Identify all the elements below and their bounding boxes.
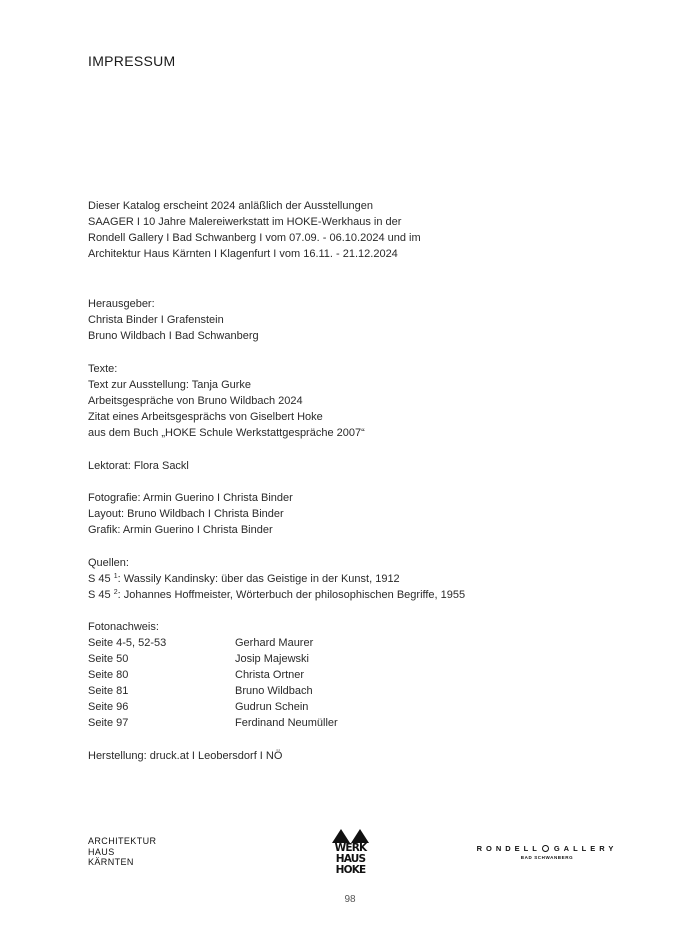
manufacturing-section [88, 748, 282, 764]
rondell-subtitle: BAD SCHWANBERG [520, 855, 574, 860]
credit-row [88, 683, 338, 699]
architektur-haus-kaernten-logo [88, 836, 156, 868]
credit-row [88, 651, 338, 667]
publisher-line: Bruno Wildbach I Bad Schwanberg [88, 330, 259, 342]
texts-line: aus dem Buch „HOKE Schule Werkstattgespräche 2007“ [88, 427, 365, 439]
texts-line: Text zur Ausstellung: Tanja Gurke [88, 379, 252, 391]
texts-section [88, 361, 365, 441]
credit-photographer: Gerhard Maurer [235, 637, 314, 649]
source-text: : Wassily Kandinsky: über das Geistige in der Kunst, 1912 [117, 573, 400, 585]
manufacturing-line: Herstellung: druck.at I Leobersdorf I NÖ [88, 750, 283, 762]
logo-word: WERK [334, 842, 367, 854]
production-section [88, 490, 293, 538]
intro-line: Dieser Katalog erscheint 2024 anläßlich der Ausstellungen [88, 200, 373, 212]
credit-photographer: Josip Majewski [235, 653, 309, 665]
credit-pages: Seite 97 [88, 717, 129, 729]
production-line: Layout: Bruno Wildbach I Christa Binder [88, 508, 284, 520]
source-item [88, 587, 465, 603]
intro-line: Rondell Gallery I Bad Schwanberg I vom 07.09. - 06.10.2024 und im [88, 232, 421, 244]
sources-heading: Quellen: [88, 557, 129, 569]
production-line: Grafik: Armin Guerino I Christa Binder [88, 524, 273, 536]
page-number: 98 [344, 894, 356, 905]
editing-section [88, 458, 189, 474]
werkhaus-hoke-logo [332, 829, 369, 876]
logo-line: ARCHITEKTUR [88, 836, 157, 846]
credit-row [88, 699, 338, 715]
footnote-number: 2 [113, 589, 118, 596]
texts-heading: Texte: [88, 363, 118, 375]
gallery-word: GALLERY [553, 844, 618, 853]
credit-pages: Seite 96 [88, 701, 129, 713]
logo-line: KÄRNTEN [88, 857, 134, 867]
publisher-section [88, 296, 259, 344]
sources-section [88, 555, 465, 603]
credit-photographer: Christa Ortner [235, 669, 305, 681]
production-line: Fotografie: Armin Guerino I Christa Binder [88, 492, 293, 504]
credit-photographer: Gudrun Schein [235, 701, 309, 713]
intro-paragraph [88, 198, 421, 262]
credit-pages: Seite 4-5, 52-53 [88, 637, 167, 649]
rondell-gallery-logo [476, 844, 618, 860]
logo-word: HOKE [335, 864, 366, 876]
photo-credits-heading: Fotonachweis: [88, 621, 159, 633]
publisher-heading: Herausgeber: [88, 298, 155, 310]
circle-icon [542, 845, 549, 852]
photo-credits-heading-block [88, 619, 159, 635]
credit-row [88, 715, 338, 731]
page-title: IMPRESSUM [88, 53, 176, 69]
credit-row [88, 667, 338, 683]
credit-pages: Seite 80 [88, 669, 129, 681]
credit-photographer: Bruno Wildbach [235, 685, 313, 697]
photo-credits-table [88, 635, 338, 731]
credit-pages: Seite 81 [88, 685, 129, 697]
source-ref: S 45 [88, 573, 111, 585]
source-text: : Johannes Hoffmeister, Wörterbuch der philosophischen Begriffe, 1955 [117, 589, 466, 601]
roof-icon [332, 829, 369, 843]
publisher-line: Christa Binder I Grafenstein [88, 314, 224, 326]
rondell-word: RONDELL [476, 844, 541, 853]
credit-pages: Seite 50 [88, 653, 129, 665]
texts-line: Zitat eines Arbeitsgesprächs von Giselbert Hoke [88, 411, 323, 423]
logo-word: HAUS [335, 853, 366, 865]
credit-row [88, 635, 338, 651]
credit-photographer: Ferdinand Neumüller [235, 717, 338, 729]
source-item [88, 571, 465, 587]
texts-line: Arbeitsgespräche von Bruno Wildbach 2024 [88, 395, 303, 407]
footnote-number: 1 [113, 573, 118, 580]
source-ref: S 45 [88, 589, 111, 601]
intro-line: SAAGER I 10 Jahre Malereiwerkstatt im HOKE-Werkhaus in der [88, 216, 402, 228]
intro-line: Architektur Haus Kärnten I Klagenfurt I vom 16.11. - 21.12.2024 [88, 248, 398, 260]
editing-line: Lektorat: Flora Sackl [88, 460, 189, 472]
logo-line: HAUS [88, 846, 115, 857]
